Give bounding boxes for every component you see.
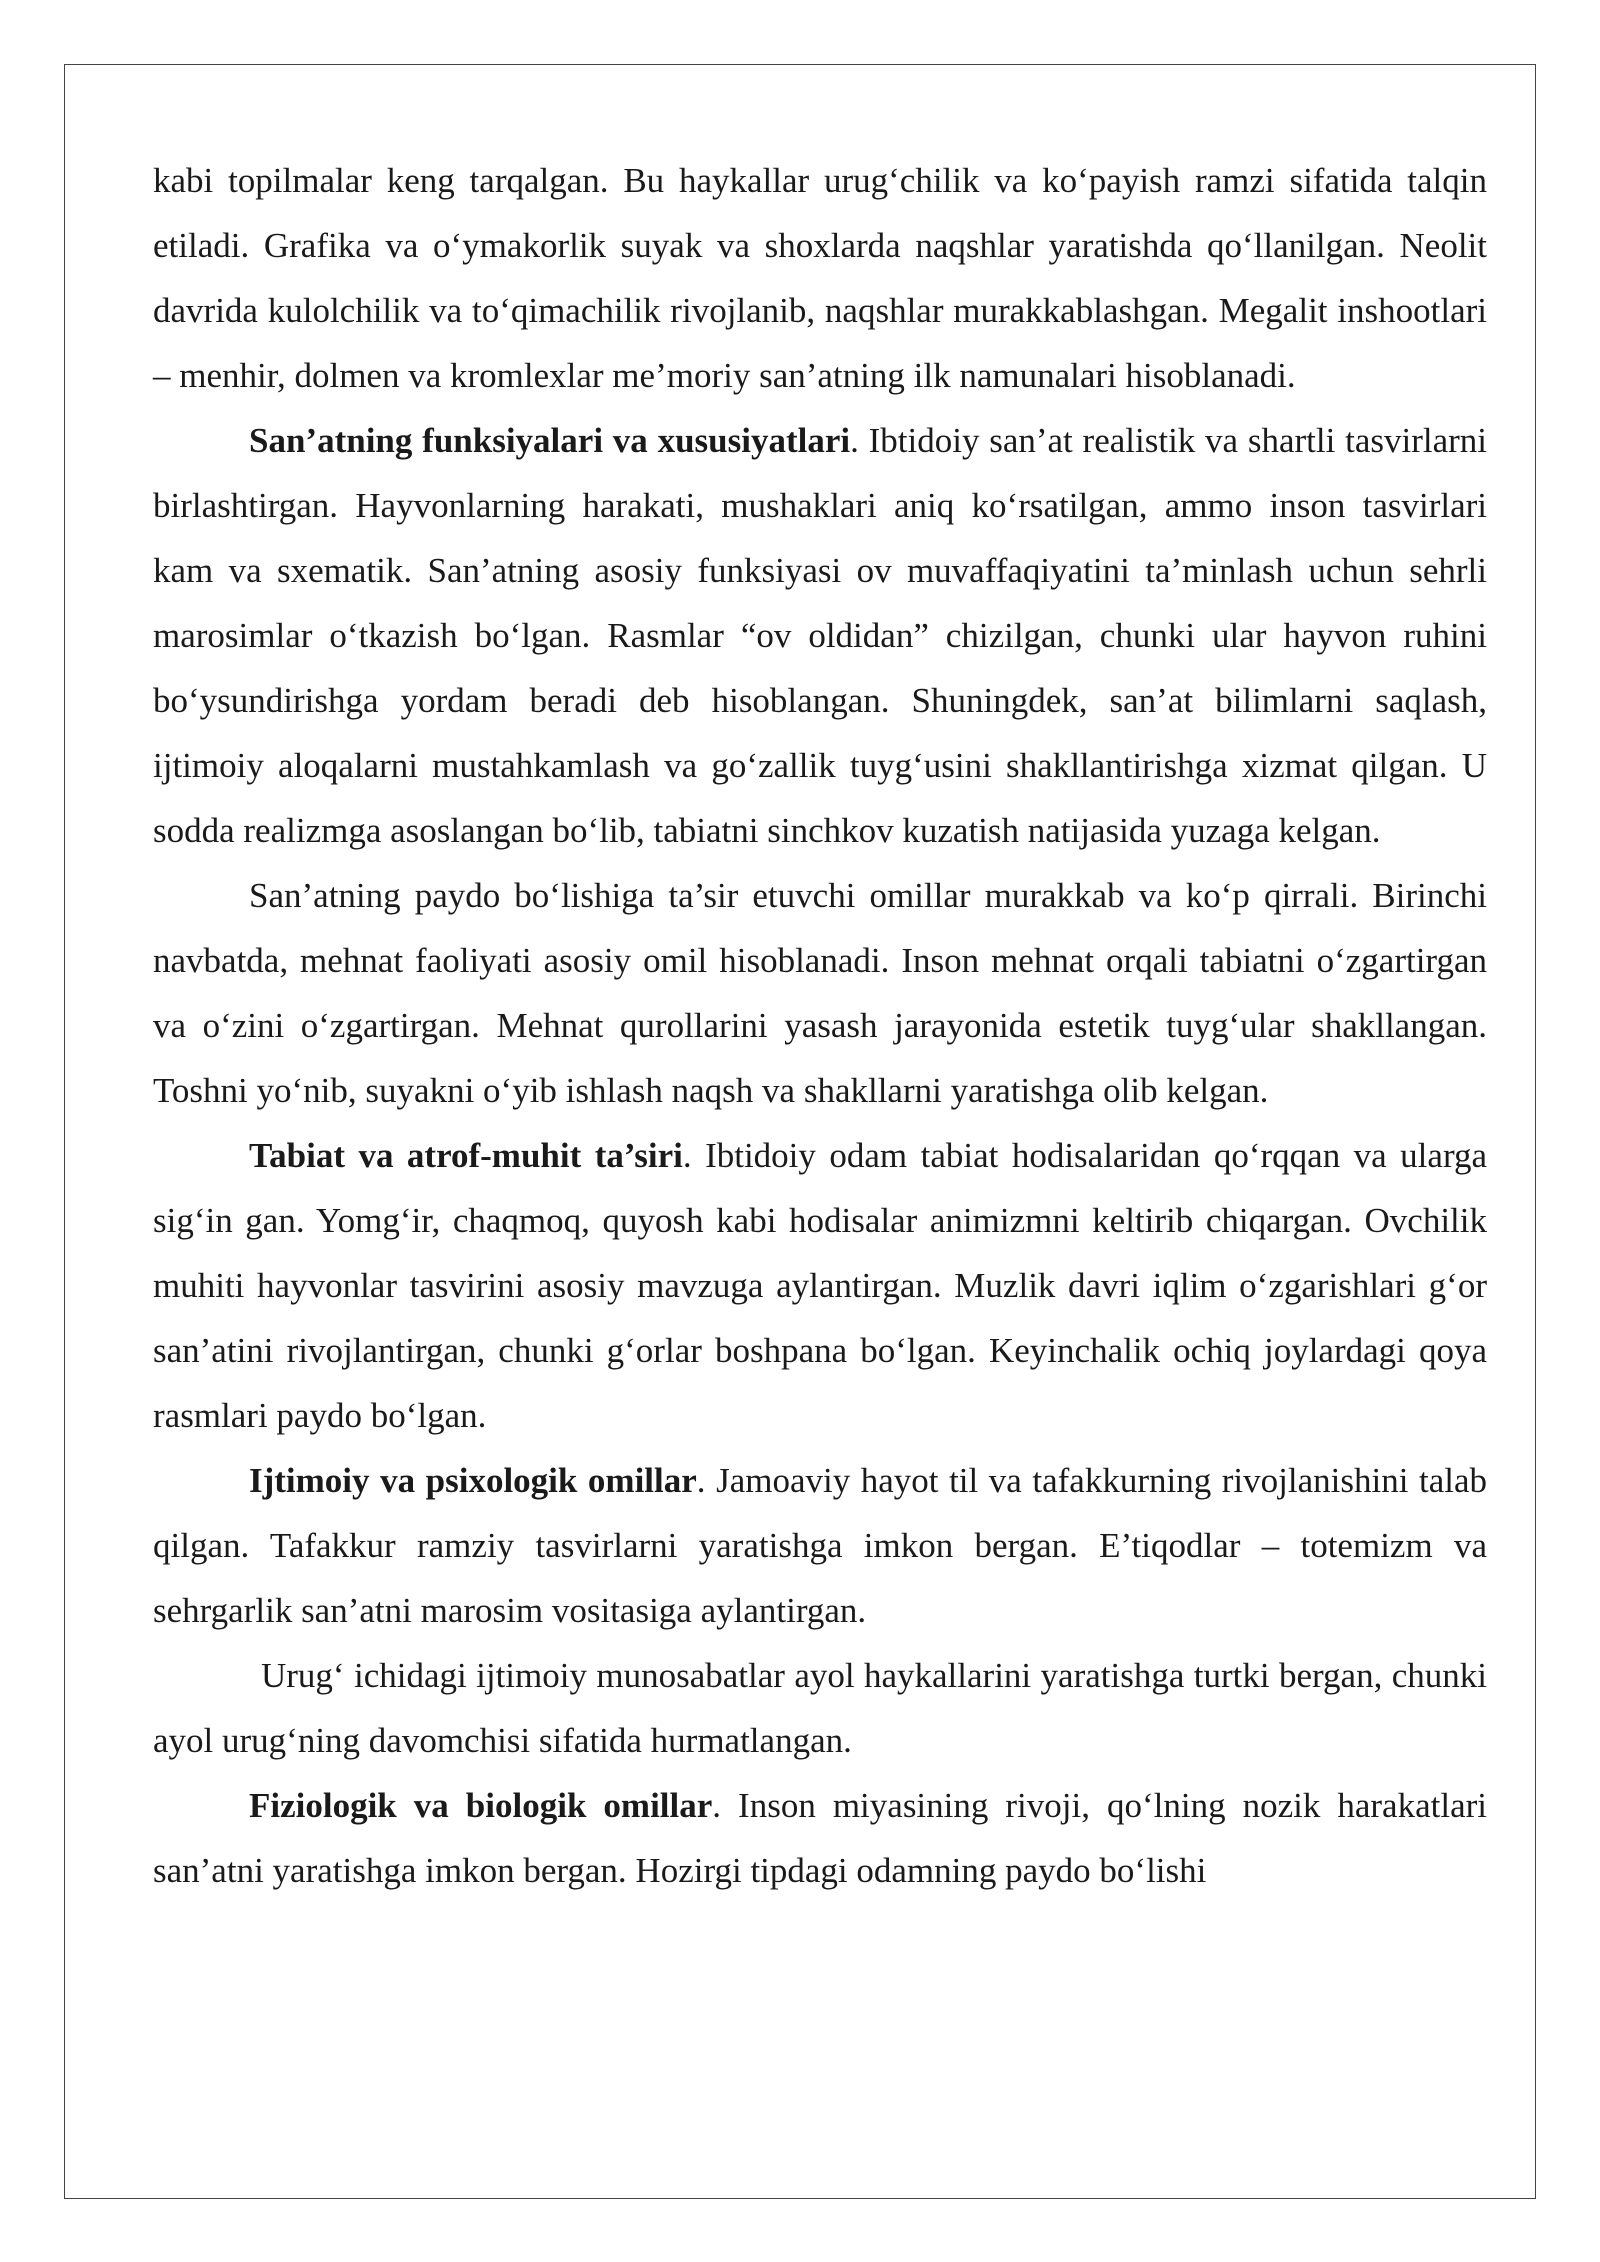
paragraph-continuation <box>153 148 1487 408</box>
paragraph-nature <box>153 1123 1487 1448</box>
paragraph-heading: Fiziologik va biologik omillar <box>249 1786 713 1825</box>
paragraph-text: San’atning paydo bo‘lishiga ta’sir etuvchi omillar murakkab va ko‘p qirrali. Birinchi navbatda, mehnat faoliyati asosiy omil hisoblanadi. Inson mehnat orqali tabiatni o‘zgartirgan va o‘zini o‘zgartirgan. Mehnat qurollarini yasash jarayonida estetik tuyg‘ular shakllangan. Toshni yo‘nib, suyakni o‘yib ishlash naqsh va shakllarni yaratishga olib kelgan. <box>153 876 1487 1110</box>
paragraph-text: . Ibtidoiy odam tabiat hodisalaridan qo‘rqqan va ularga sig‘in gan. Yomg‘ir, chaqmoq, quyosh kabi hodisalar animizmni keltirib chiqargan. Ovchilik muhiti hayvonlar tasvirini asosiy mavzuga aylantirgan. Muzlik davri iqlim o‘zgarishlari g‘or san’atini rivojlantirgan, chunki g‘orlar boshpana bo‘lgan. Keyinchalik ochiq joylardagi qoya rasmlari paydo bo‘lgan. <box>153 1136 1488 1435</box>
document-body <box>153 148 1487 1903</box>
paragraph-text: . Ibtidoiy san’at realistik va shartli tasvirlarni birlashtirgan. Hayvonlarning harakati, mushaklari aniq ko‘rsatilgan, ammo inson tasvirlari kam va sxematik. San’atning asosiy funksiyasi ov muvaffaqiyatini ta’minlash uchun sehrli marosimlar o‘tkazish bo‘lgan. Rasmlar “ov oldidan” chizilgan, chunki ular hayvon ruhini bo‘ysundirishga yordam beradi deb hisoblangan. Shuningdek, san’at bilimlarni saqlash, ijtimoiy aloqalarni mustahkamlash va go‘zallik tuyg‘usini shakllantirishga xizmat qilgan. U sodda realizmga asoslangan bo‘lib, tabiatni sinchkov kuzatish natijasida yuzaga kelgan. <box>153 421 1487 850</box>
paragraph-heading: Tabiat va atrof-muhit ta’siri <box>249 1136 683 1175</box>
paragraph-heading: Ijtimoiy va psixologik omillar <box>249 1461 697 1500</box>
paragraph-clan <box>153 1643 1487 1773</box>
paragraph-text: Urug‘ ichidagi ijtimoiy munosabatlar ayol haykallarini yaratishga turtki bergan, chunki ayol urug‘ning davomchisi sifatida hurmatlangan. <box>153 1656 1487 1760</box>
paragraph-text: kabi topilmalar keng tarqalgan. Bu haykallar urug‘chilik va ko‘payish ramzi sifatida talqin etiladi. Grafika va o‘ymakorlik suyak va shoxlarda naqshlar yaratishda qo‘llanilgan. Neolit davrida kulolchilik va to‘qimachilik rivojlanib, naqshlar murakkablashgan. Megalit inshootlari – menhir, dolmen va kromlexlar me’moriy san’atning ilk namunalari hisoblanadi. <box>153 161 1487 395</box>
paragraph-functions <box>153 408 1487 863</box>
paragraph-text: . Jamoaviy hayot til va tafakkurning rivojlanishini talab qilgan. Tafakkur ramziy tasvirlarni yaratishga imkon bergan. E’tiqodlar – totemizm va sehrgarlik san’atni marosim vositasiga aylantirgan. <box>153 1461 1487 1630</box>
paragraph-physiological <box>153 1773 1487 1903</box>
paragraph-factors <box>153 863 1487 1123</box>
paragraph-text: . Inson miyasining rivoji, qo‘lning nozik harakatlari san’atni yaratishga imkon bergan. Hozirgi tipdagi odamning paydo bo‘lishi <box>153 1786 1487 1890</box>
paragraph-heading: San’atning funksiyalari va xususiyatlari <box>249 421 851 460</box>
paragraph-social <box>153 1448 1487 1643</box>
